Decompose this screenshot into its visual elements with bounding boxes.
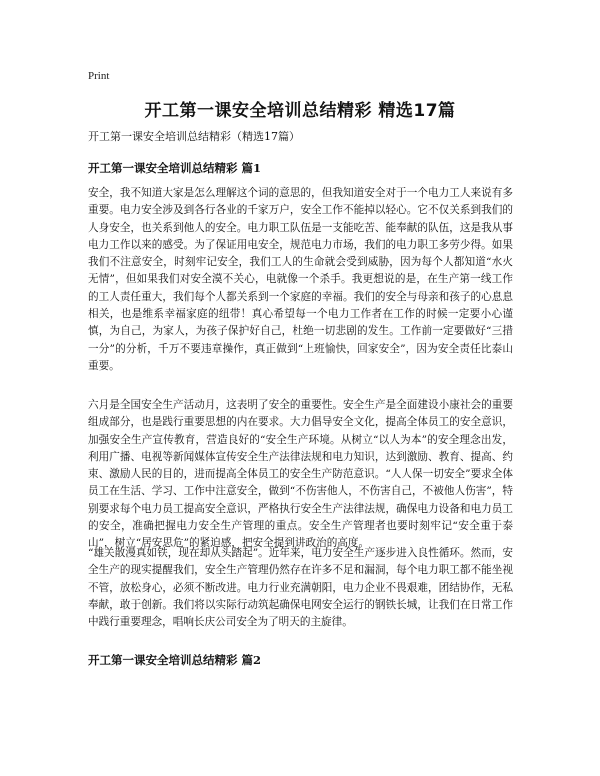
section-heading-2: 开工第一课安全培训总结精彩 篇2 <box>88 653 262 667</box>
section-1-paragraph-2: 六月是全国安全生产活动月，这表明了安全的重要性。安全生产是全面建设小康社会的重要组成部分，也是践行重要思想的内在要求。大力倡导安全文化，提高全体员工的安全意识，加强安全生产宣传教育，营造良好的“安全生产环境。从树立“以人为本”的安全理念出发，利用广播、电视等新闻媒体宣传安全生产法律法规和电力知识，达到激励、教育、提高、约束、激励人民的目的，进而提高全体员工的安全生产防范意识。“人人保一切安全”要求全体员工在生活、学习、工作中注意安全，做到“不伤害他人，不伤害自己，不被他人伤害”，特别要求每个电力员工提高安全意识，严格执行安全生产法律法规，确保电力设备和电力员工的安全，准确把握电力安全生产管理的重点。安全生产管理者也要时刻牢记“安全重于泰山”，树立“居安思危”的紧迫感，把安全提到讲政治的高度。 <box>88 399 513 550</box>
print-label[interactable]: Print <box>88 70 110 82</box>
document-subtitle: 开工第一课安全培训总结精彩（精选17篇） <box>88 130 300 143</box>
section-1-paragraph-3: “雄关散漫真如铁，现在却从头踏起”。近年来，电力安全生产逐步进入良性循环。然而，安全生产的现实提醒我们，安全生产管理仍然存在许多不足和漏洞，每个电力职工都不能坐视不管，放松身心，必须不断改进。电力行业充满朝阳，电力企业不畏艰难，团结协作，无私奉献，敢于创新。我们将以实际行动筑起确保电网安全运行的钢铁长城，让我们在日常工作中践行重要理念，唱响长庆公司安全为了明天的主旋律。 <box>88 547 513 629</box>
section-heading-1: 开工第一课安全培训总结精彩 篇1 <box>88 161 262 175</box>
document-title: 开工第一课安全培训总结精彩 精选17篇 <box>144 101 456 121</box>
section-1-paragraph-1: 安全，我不知道大家是怎么理解这个词的意思的，但我知道安全对于一个电力工人来说有多重要。电力安全涉及到各行各业的千家万户，安全工作不能掉以轻心。它不仅关系到我们的人身安全，也关系到他人的安全。电力职工队伍是一支能吃苦、能奉献的队伍，这是我从事电力工作以来的感受。为了保证用电安全，规范电力市场，我们的电力职工多劳少得。如果我们不注意安全，时刻牢记安全，我们工人的生命就会受到威胁，因为每个人都知道“水火无情”，但如果我们对安全漠不关心，电就像一个杀手。我更想说的是，在生产第一线工作的工人责任重大，我们每个人都关系到一个家庭的幸福。我们的安全与母亲和孩子的心息息相关，也是维系幸福家庭的纽带！真心希望每一个电力工作者在工作的时候一定要小心谨慎，为自己，为家人，为孩子保护好自己，杜绝一切悲剧的发生。工作前一定要做好“三措一分”的分析，千万不要违章操作，真正做到“上班愉快，回家安全”，因为安全责任比泰山重要。 <box>88 187 513 372</box>
